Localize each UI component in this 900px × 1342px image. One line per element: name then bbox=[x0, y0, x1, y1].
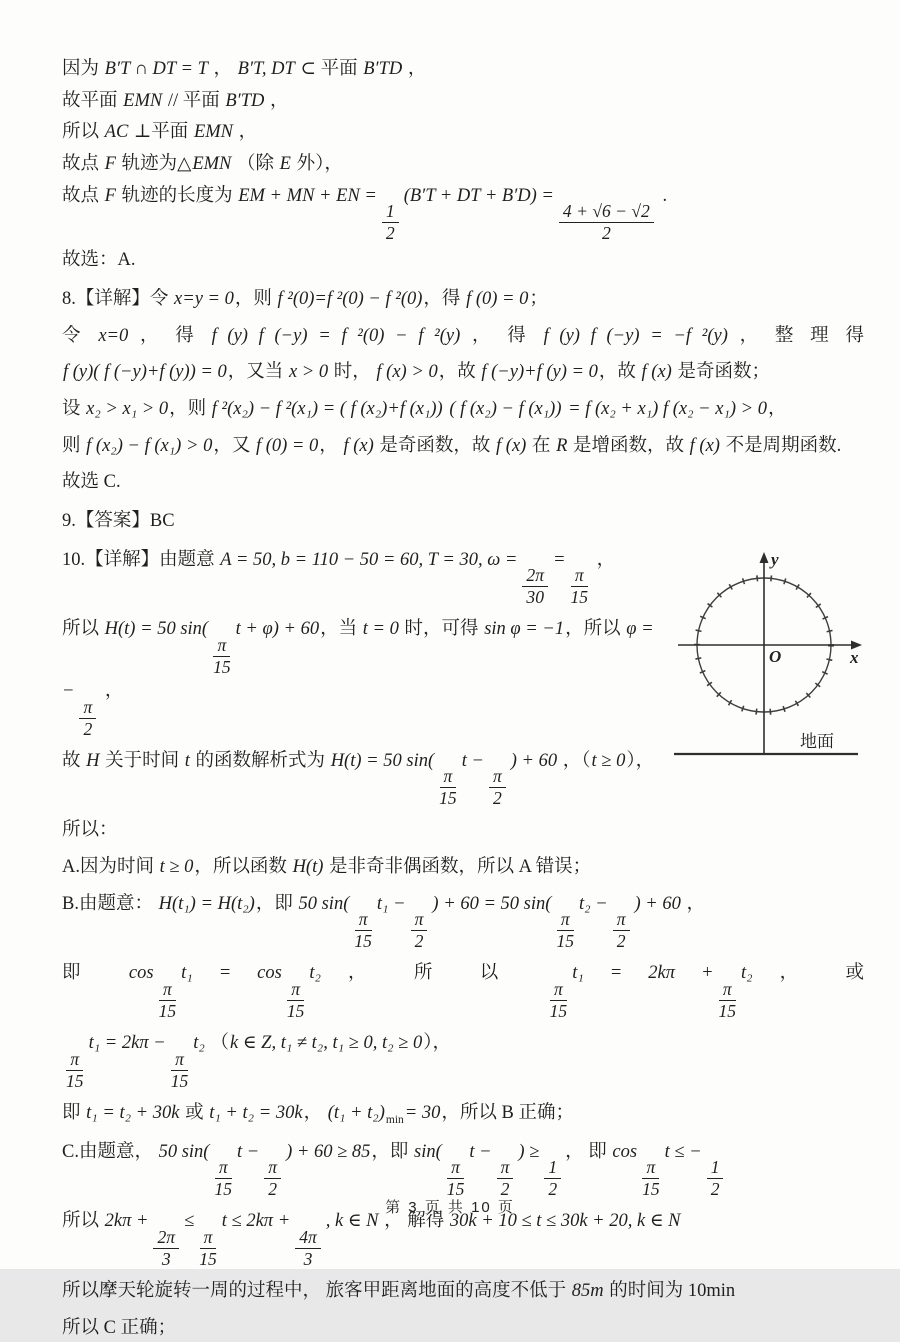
text-token: ， bbox=[768, 399, 787, 420]
fraction: $\frac{2\pi}{30}$ bbox=[522, 566, 548, 607]
text-token: 关于时间 bbox=[100, 750, 184, 771]
math-token: H(t) bbox=[292, 857, 324, 878]
text-token: ）， bbox=[423, 1033, 451, 1053]
math-token: t = 0 bbox=[362, 619, 399, 640]
math-token: F bbox=[104, 154, 116, 175]
text-token: 令 bbox=[62, 325, 98, 346]
math-token: ) ≥ bbox=[518, 1141, 540, 1162]
math-token: EMN bbox=[192, 154, 232, 175]
text-token: 时，可得 bbox=[399, 619, 484, 640]
text-token: 的函数解析式为 bbox=[190, 750, 330, 771]
math-token: = bbox=[553, 549, 566, 570]
math-token: x=y = 0 bbox=[174, 289, 234, 310]
text-token: ，故 bbox=[438, 362, 481, 383]
math-token: ) + 60 = 50 sin( bbox=[432, 893, 552, 914]
math-token: = f (x₂ + x₁) f (x₂ − x₁) > 0 bbox=[568, 399, 768, 420]
text-token: 故选 C. bbox=[62, 472, 121, 493]
text-token: ， 得 bbox=[461, 325, 543, 346]
math-token: φ = − bbox=[62, 619, 654, 702]
fraction: $\frac{4 + √6 - √2}{2}$ bbox=[559, 202, 654, 243]
page-footer bbox=[0, 1196, 900, 1219]
text-token: 即 bbox=[62, 1102, 86, 1123]
math-token: t − bbox=[469, 1141, 492, 1162]
math-token: t₁ − bbox=[376, 893, 406, 914]
math-token: t₂ bbox=[193, 1033, 205, 1053]
text-line bbox=[62, 432, 864, 461]
text-token: C.由题意， bbox=[62, 1141, 158, 1162]
math-token: cos bbox=[612, 1141, 638, 1162]
text-token: 即 bbox=[62, 963, 128, 984]
math-token: sin( bbox=[414, 1141, 442, 1162]
math-token: f (x₂) − f (x₁) > 0 bbox=[86, 435, 213, 456]
math-token: t₁ + t₂ = 30k bbox=[209, 1102, 303, 1123]
text-token: 故点 bbox=[62, 185, 104, 206]
text-line bbox=[62, 55, 864, 84]
math-token: A = 50, b = 110 − 50 = 60, T = 30, ω = bbox=[220, 549, 518, 570]
math-token: t ≤ 2kπ + bbox=[221, 1211, 291, 1232]
text-line bbox=[62, 182, 864, 244]
text-token: 因为 bbox=[62, 59, 104, 79]
text-token: ， bbox=[100, 681, 124, 702]
text-token: 所以 bbox=[62, 619, 104, 640]
text-token: ，则 bbox=[234, 289, 277, 310]
x-axis-label: x bbox=[850, 647, 859, 667]
math-token: R bbox=[556, 435, 568, 456]
fraction: $\frac{\pi}{15}$ bbox=[549, 979, 568, 1022]
math-token: t − bbox=[237, 1141, 260, 1162]
text-token: 所以： bbox=[62, 820, 118, 841]
text-token: ，得 bbox=[423, 289, 466, 310]
math-token: ( f (x₂) − f (x₁)) bbox=[449, 399, 562, 420]
math-token: H(t₁) = H(t₂) bbox=[158, 893, 255, 914]
fraction: $\frac{\pi}{15}$ bbox=[718, 979, 737, 1022]
text-token: ， 得 bbox=[129, 325, 211, 346]
text-token: ， bbox=[319, 435, 343, 456]
math-token: B′T, DT bbox=[237, 59, 295, 79]
text-token: 或 bbox=[180, 1102, 209, 1123]
text-token: ， bbox=[681, 893, 706, 914]
math-token: 50 sin( bbox=[158, 1141, 210, 1162]
solution-question-9 bbox=[62, 507, 864, 536]
fraction: $\frac{1}{2}$ bbox=[707, 1158, 724, 1199]
math-token: B′TD bbox=[225, 90, 265, 111]
math-token: t₂ bbox=[741, 963, 753, 984]
fraction: $\frac{\pi}{15}$ bbox=[354, 909, 372, 952]
text-token: B.由题意： bbox=[62, 893, 158, 914]
ferris-wheel-figure bbox=[672, 548, 864, 766]
fraction: $\frac{\pi}{15}$ bbox=[446, 1157, 465, 1200]
text-token: 不是周期函数. bbox=[720, 435, 842, 456]
math-token: t₁ = cos bbox=[181, 963, 282, 984]
fraction: $\frac{\pi}{15}$ bbox=[556, 909, 574, 952]
math-token: ) + 60 bbox=[510, 750, 558, 771]
text-line bbox=[62, 507, 864, 536]
fraction: $\frac{\pi}{15}$ bbox=[158, 979, 177, 1022]
text-token: ， bbox=[303, 1102, 327, 1123]
math-token: sin φ = −1 bbox=[484, 619, 565, 640]
text-token: ， bbox=[265, 90, 289, 111]
math-token: cos bbox=[128, 963, 154, 984]
text-line bbox=[62, 246, 864, 275]
fraction: $\frac{\pi}{15}$ bbox=[286, 979, 305, 1022]
solution-question-8 bbox=[62, 285, 864, 497]
text-token: （ bbox=[205, 1033, 229, 1053]
math-token: t₂ − bbox=[579, 893, 608, 914]
text-token: ， bbox=[208, 59, 237, 79]
text-token: ，（ bbox=[558, 750, 591, 771]
text-token: 则 bbox=[62, 435, 86, 456]
math-token: EMN bbox=[123, 90, 163, 111]
math-token: f ²(x₂) − f ²(x₁) = ( f (x₂)+f (x₁)) bbox=[211, 399, 443, 420]
text-line bbox=[62, 853, 864, 882]
text-token: 是奇函数，故 bbox=[374, 435, 496, 456]
fraction: $\frac{\pi}{2}$ bbox=[489, 767, 506, 808]
math-token: ) + 60 bbox=[634, 893, 681, 914]
text-token: 是非奇非偶函数，所以 A 错误； bbox=[324, 857, 592, 878]
math-token: ) + 60 ≥ 85 bbox=[286, 1141, 371, 1162]
math-token: k ∈ Z, t₁ ≠ t₂, t₁ ≥ 0, t₂ ≥ 0 bbox=[230, 1033, 423, 1053]
math-token: B′T ∩ DT = T bbox=[104, 59, 208, 79]
origin-label: O bbox=[769, 646, 782, 666]
page-number: 第 3 页 共 10 页 bbox=[385, 1199, 515, 1216]
text-token: 设 bbox=[62, 399, 86, 420]
text-line bbox=[62, 150, 864, 179]
fraction: $\frac{\pi}{15}$ bbox=[570, 565, 589, 608]
subscript-token: min bbox=[385, 1113, 404, 1126]
text-token: 所以 bbox=[62, 122, 104, 143]
math-token: F bbox=[104, 185, 116, 206]
math-token: B′TD bbox=[363, 59, 403, 79]
fraction: $\frac{\pi}{15}$ bbox=[213, 635, 231, 678]
math-token: E bbox=[279, 154, 291, 175]
text-token: // 平面 bbox=[163, 90, 225, 111]
math-token: f (0) = 0 bbox=[466, 289, 529, 310]
fraction: $\frac{\pi}{15}$ bbox=[170, 1048, 189, 1091]
math-token: x > 0 bbox=[288, 362, 329, 383]
math-token: 85m bbox=[571, 1280, 604, 1301]
math-token: f (y)( f (−y)+f (y)) = 0 bbox=[63, 362, 227, 383]
fraction: $\frac{\pi}{15}$ bbox=[439, 766, 457, 809]
text-line bbox=[62, 1314, 864, 1342]
text-token: ， 即 bbox=[565, 1141, 612, 1162]
text-token: ，所以函数 bbox=[194, 857, 292, 878]
math-token: H bbox=[86, 750, 100, 771]
text-token: ， bbox=[403, 59, 427, 79]
text-token: 所以 C 正确； bbox=[62, 1317, 177, 1338]
text-token: ，又 bbox=[213, 435, 255, 456]
fraction: $\frac{\pi}{2}$ bbox=[411, 910, 428, 951]
text-token: ）， bbox=[626, 750, 655, 771]
text-token: ，则 bbox=[169, 399, 211, 420]
math-token: t ≥ 0 bbox=[159, 857, 194, 878]
text-token: ， 或 bbox=[753, 963, 864, 984]
math-token: EMN bbox=[193, 122, 233, 143]
ferris-wheel-diagram bbox=[672, 548, 864, 766]
math-token: f (y) f (−y) = −f ²(y) bbox=[543, 325, 728, 346]
text-token: ， 解得 bbox=[379, 1211, 449, 1232]
text-token: ， bbox=[234, 122, 258, 143]
math-token: H(t) = 50 sin( bbox=[330, 750, 435, 771]
math-token: t − bbox=[461, 750, 484, 771]
text-line bbox=[62, 890, 864, 952]
text-line bbox=[62, 1277, 864, 1306]
y-axis-label: y bbox=[771, 549, 779, 569]
text-line bbox=[62, 285, 864, 314]
math-token: t + φ) + 60 bbox=[235, 619, 320, 640]
math-token: (t₁ + t₂) bbox=[327, 1102, 385, 1123]
math-token: H(t) = 50 sin( bbox=[104, 619, 209, 640]
fraction: $\frac{1}{2}$ bbox=[382, 202, 399, 243]
fraction: $\frac{1}{2}$ bbox=[544, 1158, 561, 1199]
text-token: ⊥平面 bbox=[129, 122, 193, 143]
text-token: ； bbox=[529, 289, 548, 310]
fraction: $\frac{\pi}{2}$ bbox=[497, 1158, 514, 1199]
math-token: t₁ = 2kπ + bbox=[572, 963, 714, 984]
text-token: 是奇函数； bbox=[672, 362, 770, 383]
math-token: ≤ bbox=[184, 1211, 195, 1232]
text-token: ，又当 bbox=[227, 362, 288, 383]
math-token: f (x) bbox=[496, 435, 527, 456]
text-line bbox=[62, 1029, 864, 1091]
fraction: $\frac{4\pi}{3}$ bbox=[295, 1228, 321, 1269]
math-token: 50 sin( bbox=[298, 893, 350, 914]
math-token: f (x) bbox=[343, 435, 374, 456]
math-token: t ≥ 0 bbox=[591, 750, 626, 771]
text-token: 9.【答案】BC bbox=[62, 511, 175, 532]
math-token: x=0 bbox=[98, 325, 129, 346]
text-token: ， 整 理 得 bbox=[728, 325, 864, 346]
fraction: $\frac{\pi}{2}$ bbox=[79, 698, 96, 739]
math-token: t₁ = t₂ + 30k bbox=[86, 1102, 180, 1123]
fraction: $\frac{\pi}{15}$ bbox=[642, 1157, 660, 1200]
solution-question-10 bbox=[62, 546, 864, 1342]
text-token: 故 bbox=[62, 750, 86, 771]
fraction: $\frac{\pi}{15}$ bbox=[199, 1226, 217, 1269]
math-token: t₂ bbox=[309, 963, 321, 984]
text-line bbox=[62, 959, 864, 1021]
fraction: $\frac{\pi}{2}$ bbox=[613, 910, 630, 951]
math-token: 2kπ + bbox=[104, 1211, 149, 1232]
ground-label: 地面 bbox=[800, 731, 834, 751]
text-line bbox=[62, 1099, 864, 1130]
text-line bbox=[62, 1138, 864, 1200]
math-token: f (x) > 0 bbox=[376, 362, 438, 383]
text-token: 所以摩天轮旋转一周的过程中， 旅客甲距离地面的高度不低于 bbox=[62, 1280, 571, 1301]
math-token: , k ∈ N bbox=[325, 1211, 379, 1232]
text-token: 故选：A. bbox=[62, 250, 136, 271]
text-line bbox=[62, 322, 864, 351]
text-token: 故点 bbox=[62, 154, 104, 175]
text-token: 外）， bbox=[291, 154, 343, 175]
text-token: 所以 bbox=[62, 1211, 104, 1232]
text-token: 轨迹为△ bbox=[116, 154, 192, 175]
text-token: ，故 bbox=[598, 362, 641, 383]
text-line bbox=[62, 118, 864, 147]
text-token: （除 bbox=[232, 154, 279, 175]
text-token: ⊂ 平面 bbox=[295, 59, 363, 79]
math-token: 30k + 10 ≤ t ≤ 30k + 20, k ∈ N bbox=[449, 1211, 681, 1232]
fraction: $\frac{\pi}{2}$ bbox=[264, 1158, 281, 1199]
math-token: t ≤ − bbox=[664, 1141, 702, 1162]
text-token: 是增函数，故 bbox=[568, 435, 689, 456]
text-token: ，即 bbox=[255, 893, 298, 914]
text-token: . bbox=[657, 185, 668, 206]
math-token: f ²(0)=f ²(0) − f ²(0) bbox=[277, 289, 423, 310]
math-token: EM + MN + EN = bbox=[238, 185, 377, 206]
y-axis-arrow bbox=[760, 552, 769, 563]
text-token: 故平面 bbox=[62, 90, 123, 111]
math-token: f (y) f (−y) = f ²(0) − f ²(y) bbox=[211, 325, 461, 346]
solution-question-7 bbox=[62, 55, 864, 275]
text-token: ，即 bbox=[371, 1141, 414, 1162]
text-token: 8.【详解】令 bbox=[62, 289, 174, 310]
math-token: t₁ = 2kπ − bbox=[88, 1033, 166, 1053]
text-token: A.因为时间 bbox=[62, 857, 159, 878]
text-token: ， bbox=[592, 549, 616, 570]
math-token: f (−y)+f (y) = 0 bbox=[481, 362, 598, 383]
math-token: f (x) bbox=[641, 362, 672, 383]
text-token: ， 所 以 bbox=[321, 963, 546, 984]
text-token: ，当 bbox=[320, 619, 362, 640]
fraction: $\frac{\pi}{15}$ bbox=[66, 1048, 84, 1091]
text-line bbox=[62, 87, 864, 116]
math-token: t bbox=[184, 750, 190, 771]
fraction: $\frac{2\pi}{3}$ bbox=[153, 1228, 179, 1269]
fraction: $\frac{\pi}{15}$ bbox=[214, 1157, 233, 1200]
math-token: AC bbox=[104, 122, 129, 143]
text-line bbox=[62, 468, 864, 497]
text-token: 的时间为 10min bbox=[604, 1280, 736, 1301]
text-token: 10.【详解】由题意 bbox=[62, 549, 220, 570]
math-token: = 30 bbox=[404, 1102, 441, 1123]
text-token: 时， bbox=[329, 362, 376, 383]
text-token: ，所以 B 正确； bbox=[441, 1102, 574, 1123]
text-token: 在 bbox=[527, 435, 556, 456]
text-token: 轨迹的长度为 bbox=[116, 185, 238, 206]
math-token: f (0) = 0 bbox=[255, 435, 319, 456]
math-token: f (x) bbox=[689, 435, 720, 456]
text-line bbox=[62, 816, 864, 845]
text-line bbox=[62, 358, 864, 387]
math-token: x₂ > x₁ > 0 bbox=[86, 399, 169, 420]
text-line bbox=[62, 395, 864, 424]
math-token: (B′T + DT + B′D) = bbox=[403, 185, 554, 206]
text-token: ，所以 bbox=[565, 619, 626, 640]
